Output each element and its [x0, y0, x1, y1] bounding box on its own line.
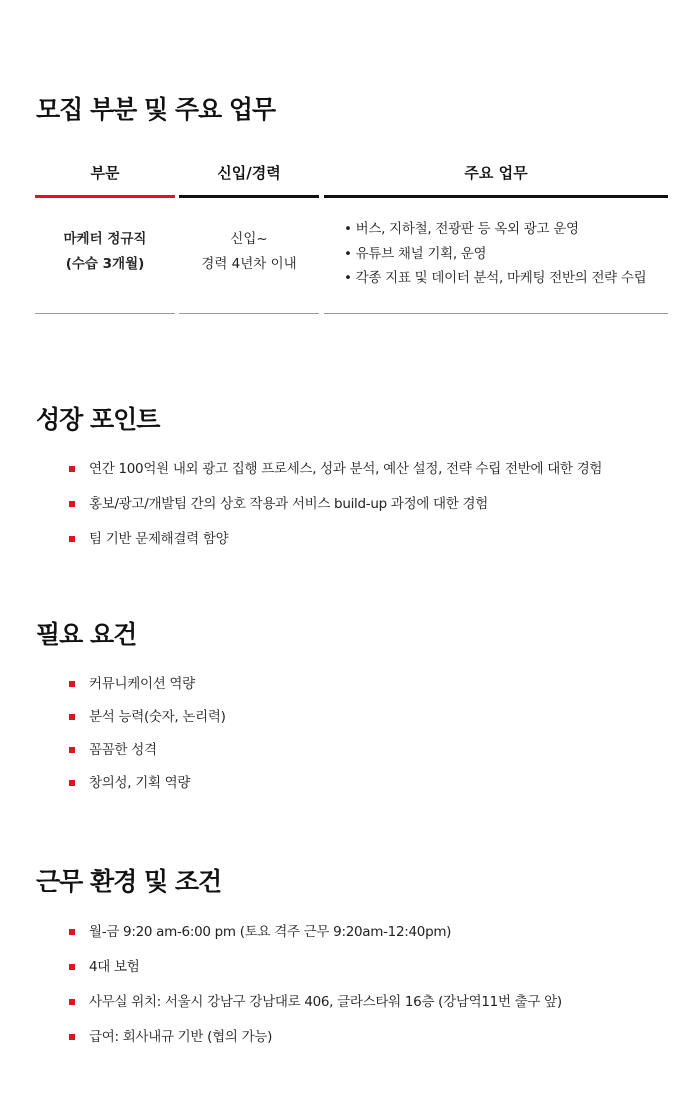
list-item-text: 연간 100억원 내외 광고 집행 프로세스, 성과 분석, 예산 설정, 전략 수립 전반에 대한 경험 — [89, 461, 603, 477]
career-line: 경력 4년차 이내 — [201, 256, 297, 272]
duty-list — [324, 217, 668, 291]
list-item-text: 4대 보험 — [89, 959, 140, 975]
list-item — [69, 459, 602, 479]
duty-item: • 유튜브 채널 기획, 운영 — [344, 245, 487, 262]
table-cell-duties — [324, 217, 668, 291]
bullet-square-icon — [69, 929, 75, 935]
bullet-square-icon — [69, 999, 75, 1005]
table-cell-career — [179, 227, 319, 277]
conditions-list — [69, 922, 562, 1062]
bullet-square-icon — [69, 780, 75, 786]
list-item — [69, 957, 562, 977]
division-line: (수습 3개월) — [65, 256, 145, 272]
list-item-text: 분석 능력(숫자, 논리력) — [89, 709, 226, 725]
list-item-text: 팀 기반 문제해결력 함양 — [89, 531, 229, 547]
table-header-label: 주요 업무 — [464, 164, 528, 182]
division-line: 마케터 정규직 — [63, 231, 147, 247]
table-cell-division — [35, 227, 175, 277]
table-header-label: 신입/경력 — [217, 164, 281, 182]
table-header-duties — [324, 160, 668, 198]
list-item — [69, 1027, 562, 1047]
bullet-square-icon — [69, 501, 75, 507]
list-item — [69, 922, 562, 942]
table-header-division — [35, 160, 175, 198]
table-bottom-rule — [35, 313, 175, 314]
list-item — [69, 773, 226, 793]
table-header-label: 부문 — [90, 164, 120, 182]
career-line: 신입~ — [230, 231, 268, 247]
list-item — [69, 494, 602, 514]
list-item — [69, 674, 226, 694]
bullet-square-icon — [69, 466, 75, 472]
list-item-text: 급여: 회사내규 기반 (협의 가능) — [89, 1029, 273, 1045]
bullet-square-icon — [69, 747, 75, 753]
list-item-text: 꼼꼼한 성격 — [89, 742, 157, 758]
growth-list — [69, 459, 602, 564]
list-item — [69, 740, 226, 760]
table-bottom-rule — [324, 313, 668, 314]
list-item-text: 커뮤니케이션 역량 — [89, 676, 195, 692]
list-item — [69, 529, 602, 549]
header-underline — [179, 195, 319, 198]
section-title-requirements: 필요 요건 — [36, 620, 137, 649]
list-item-text: 월-금 9:20 am-6:00 pm (토요 격주 근무 9:20am-12:40pm) — [89, 924, 452, 940]
bullet-square-icon — [69, 964, 75, 970]
header-underline — [324, 195, 668, 198]
bullet-square-icon — [69, 536, 75, 542]
duty-item: • 버스, 지하철, 전광판 등 옥외 광고 운영 — [344, 221, 579, 237]
list-item — [69, 707, 226, 727]
list-item-text: 사무실 위치: 서울시 강남구 강남대로 406, 글라스타워 16층 (강남역11번 출구 앞) — [89, 994, 562, 1010]
list-item-text: 홍보/광고/개발팀 간의 상호 작용과 서비스 build-up 과정에 대한 경험 — [89, 496, 489, 512]
bullet-square-icon — [69, 1034, 75, 1040]
list-item — [69, 992, 562, 1012]
duty-item: • 각종 지표 및 데이터 분석, 마케팅 전반의 전략 수립 — [344, 270, 647, 286]
requirements-list — [69, 674, 226, 806]
list-item-text: 창의성, 기획 역량 — [89, 775, 191, 791]
bullet-square-icon — [69, 714, 75, 720]
section-title-conditions: 근무 환경 및 조건 — [36, 867, 222, 896]
table-bottom-rule — [179, 313, 319, 314]
header-underline-accent — [35, 195, 175, 198]
table-header-career — [179, 160, 319, 198]
bullet-square-icon — [69, 681, 75, 687]
section-title-recruit: 모집 부분 및 주요 업무 — [36, 95, 276, 124]
section-title-growth: 성장 포인트 — [36, 405, 160, 434]
